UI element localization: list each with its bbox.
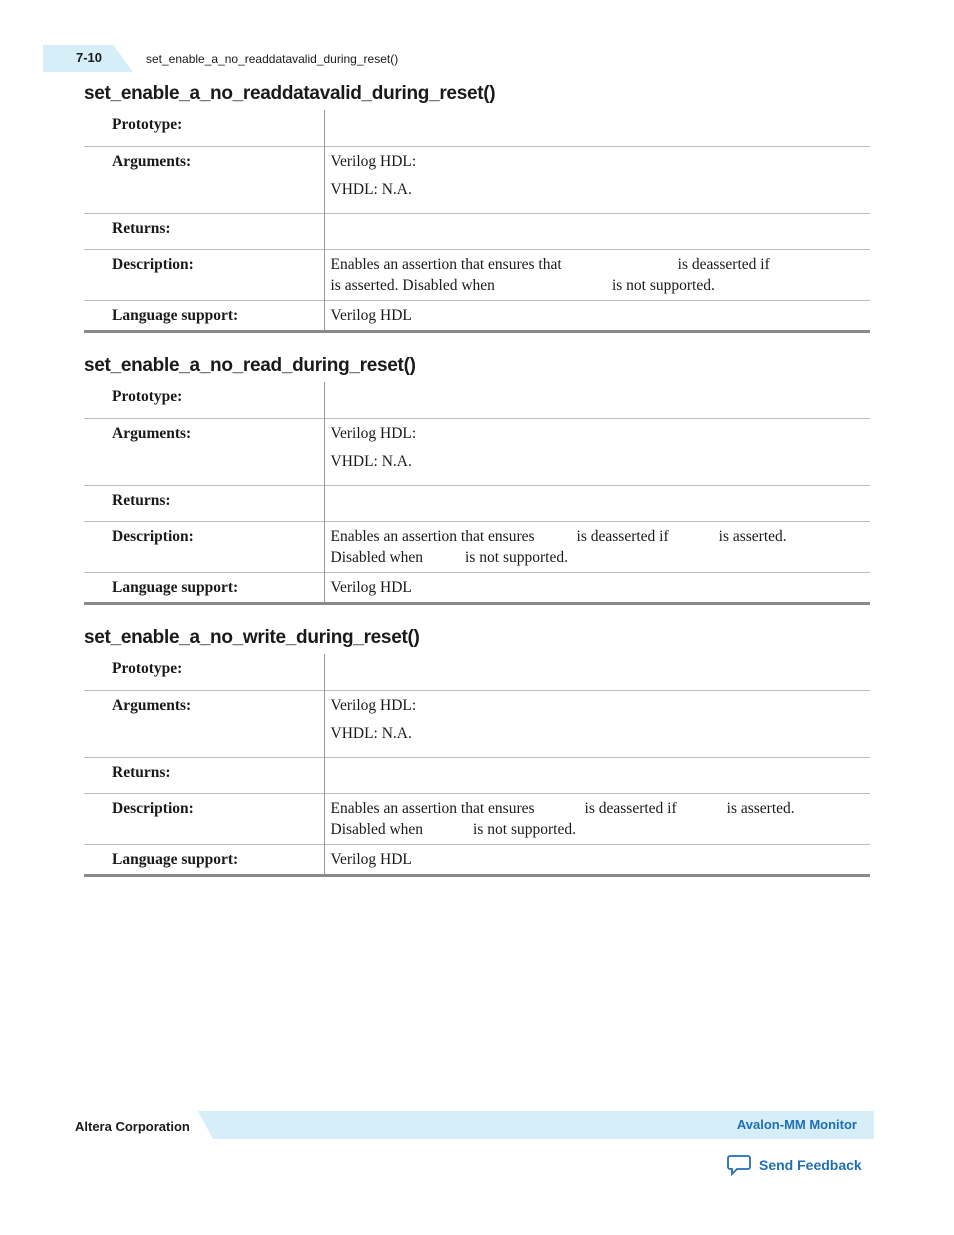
value-description xyxy=(324,793,870,844)
desc-part: is asserted. Disabled when xyxy=(330,276,495,294)
value-arguments xyxy=(324,690,870,757)
label-description: Description: xyxy=(112,799,194,817)
page-number: 7-10 xyxy=(76,50,103,65)
row-returns xyxy=(84,757,870,793)
send-feedback-link[interactable] xyxy=(727,1154,862,1176)
running-title: set_enable_a_no_readdatavalid_during_reset() xyxy=(146,52,399,66)
footer-company: Altera Corporation xyxy=(75,1119,190,1134)
value-language-support: Verilog HDL xyxy=(324,844,870,875)
label-language-support: Language support: xyxy=(112,306,239,324)
row-language-support xyxy=(84,572,870,603)
section-title: set_enable_a_no_write_during_reset() xyxy=(84,627,420,648)
arg-verilog: Verilog HDL: xyxy=(330,152,417,170)
arg-vhdl: VHDL: N.A. xyxy=(330,452,412,470)
value-prototype xyxy=(324,110,870,146)
label-prototype: Prototype: xyxy=(112,388,183,405)
value-language-support: Verilog HDL xyxy=(324,572,870,603)
desc-part: is asserted. xyxy=(726,799,795,817)
value-description xyxy=(324,249,870,300)
desc-part: is not supported. xyxy=(465,548,568,566)
arg-verilog: Verilog HDL: xyxy=(330,696,417,714)
row-description xyxy=(84,521,870,572)
desc-part: Enables an assertion that ensures xyxy=(330,527,535,545)
section-read xyxy=(84,354,870,605)
value-returns xyxy=(324,757,870,793)
desc-part: Enables an assertion that ensures xyxy=(330,799,535,817)
label-returns: Returns: xyxy=(112,219,171,237)
value-prototype xyxy=(324,654,870,690)
value-arguments xyxy=(324,418,870,485)
section-title: set_enable_a_no_read_during_reset() xyxy=(84,355,416,376)
row-arguments xyxy=(84,418,870,485)
label-prototype: Prototype: xyxy=(112,116,183,133)
spec-table xyxy=(84,654,870,877)
section-write xyxy=(84,626,870,877)
section-readdatavalid xyxy=(84,82,870,333)
arg-vhdl: VHDL: N.A. xyxy=(330,180,412,198)
label-description: Description: xyxy=(112,255,194,273)
desc-part: is deasserted if xyxy=(576,527,669,545)
desc-part: is asserted. xyxy=(718,527,787,545)
desc-part: Disabled when xyxy=(330,820,424,838)
label-arguments: Arguments: xyxy=(112,696,192,714)
desc-part: is deasserted if xyxy=(677,255,770,273)
row-language-support xyxy=(84,844,870,875)
label-language-support: Language support: xyxy=(112,578,239,596)
value-language-support: Verilog HDL xyxy=(324,300,870,331)
desc-part: is not supported. xyxy=(473,820,576,838)
desc-part: is not supported. xyxy=(611,276,715,294)
value-prototype xyxy=(324,382,870,418)
feedback-icon xyxy=(727,1154,751,1176)
arg-vhdl: VHDL: N.A. xyxy=(330,724,412,742)
label-language-support: Language support: xyxy=(112,850,239,868)
spec-table xyxy=(84,110,870,333)
row-prototype xyxy=(84,382,870,418)
row-returns xyxy=(84,485,870,521)
row-description xyxy=(84,793,870,844)
row-prototype xyxy=(84,654,870,690)
desc-part: Enables an assertion that ensures that xyxy=(330,255,562,273)
label-description: Description: xyxy=(112,527,194,545)
value-description xyxy=(324,521,870,572)
label-prototype: Prototype: xyxy=(112,660,183,677)
send-feedback-label: Send Feedback xyxy=(759,1157,862,1173)
label-returns: Returns: xyxy=(112,763,171,781)
value-arguments xyxy=(324,146,870,213)
row-arguments xyxy=(84,690,870,757)
footer-document-title: Avalon-MM Monitor xyxy=(736,1117,857,1132)
section-title: set_enable_a_no_readdatavalid_during_reset() xyxy=(84,83,496,104)
value-returns xyxy=(324,213,870,249)
row-language-support xyxy=(84,300,870,331)
label-arguments: Arguments: xyxy=(112,152,192,170)
desc-part: Disabled when xyxy=(330,548,424,566)
row-returns xyxy=(84,213,870,249)
label-arguments: Arguments: xyxy=(112,424,192,442)
desc-part: is deasserted if xyxy=(584,799,677,817)
label-returns: Returns: xyxy=(112,491,171,509)
value-returns xyxy=(324,485,870,521)
spec-table xyxy=(84,382,870,605)
row-prototype xyxy=(84,110,870,146)
row-description xyxy=(84,249,870,300)
row-arguments xyxy=(84,146,870,213)
arg-verilog: Verilog HDL: xyxy=(330,424,417,442)
